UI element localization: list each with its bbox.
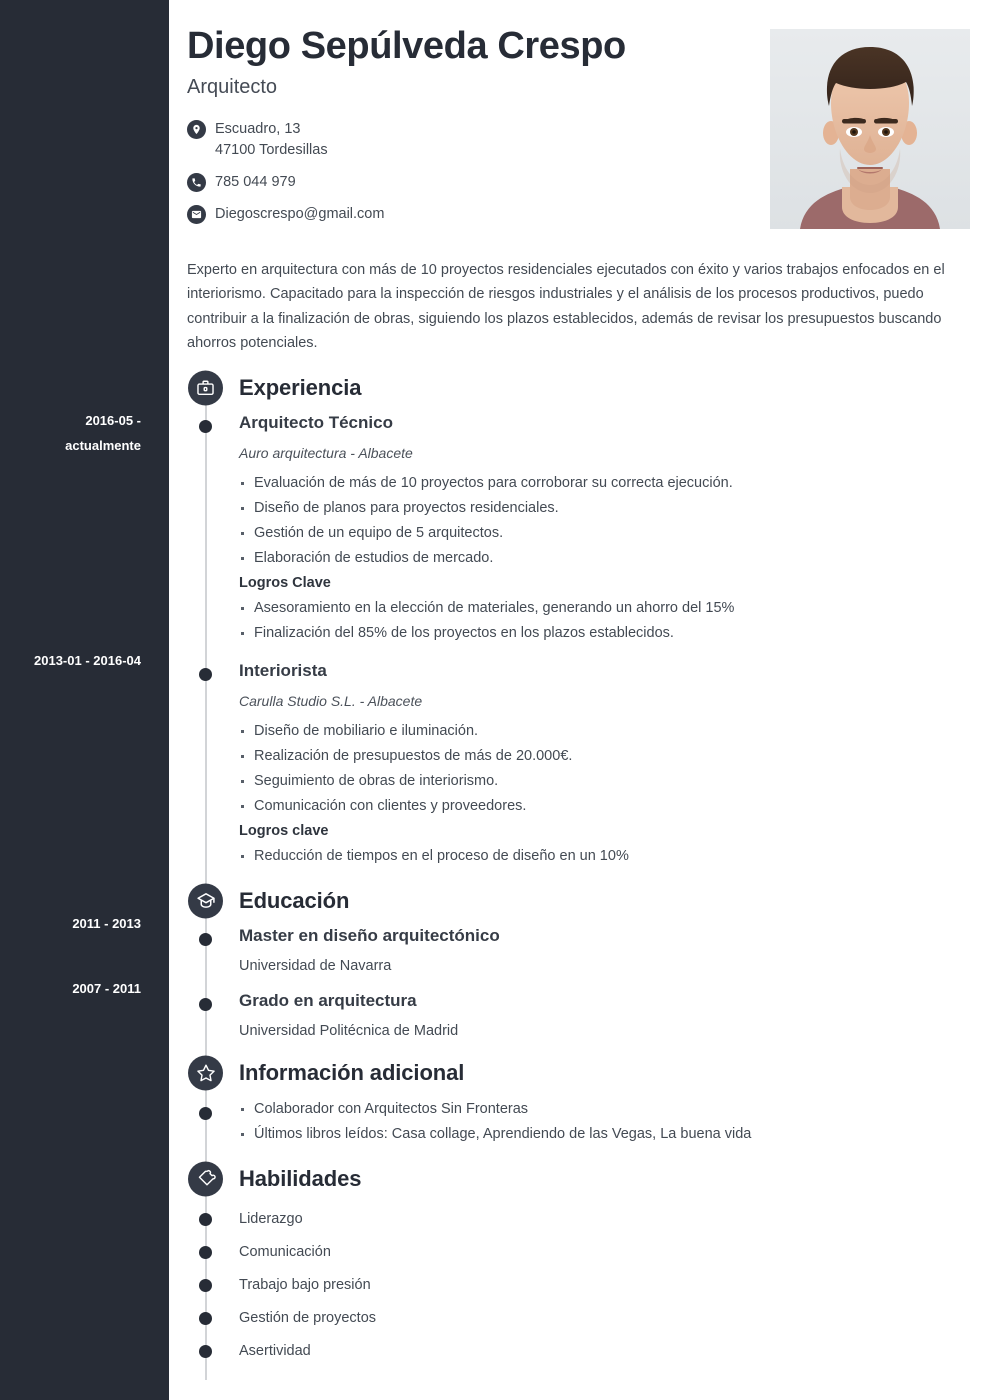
skill-label: Liderazgo [239,1211,303,1228]
contact-address [187,119,626,161]
section-title-experience: Experiencia [239,374,362,400]
achievements-label: Logros clave [239,822,329,839]
section-header-experience [187,370,970,406]
rail-date-experience-1 [0,648,155,673]
list-item: Últimos libros leídos: Casa collage, Aprendiendo de las Vegas, La buena vida [239,1122,970,1147]
education-institution: Universidad Politécnica de Madrid [239,1022,459,1039]
list-item: Realización de presupuestos de más de 20.000€. [239,744,970,769]
list-item: Evaluación de más de 10 proyectos para corroborar su correcta ejecución. [239,471,970,496]
list-item: Colaborador con Arquitectos Sin Fronteras [239,1097,970,1122]
contact-list [187,119,626,225]
list-item: Elaboración de estudios de mercado. [239,546,970,571]
list-item: Asesoramiento en la elección de materiales, generando un ahorro del 15% [239,596,970,621]
list-item: Diseño de mobiliario e iluminación. [239,719,970,744]
contact-phone [187,172,626,193]
contact-email [187,204,626,225]
experience-achievements [239,596,970,646]
skill-item [187,1236,970,1269]
section-header-education [187,883,970,919]
timeline-dot [199,1213,212,1226]
content-column [169,0,990,1400]
timeline-dot [199,1246,212,1259]
rail-date-experience-0 [0,408,155,458]
education-degree: Grado en arquitectura [239,990,417,1010]
timeline-dot [199,933,212,946]
experience-entry [187,412,970,646]
page-title: Diego Sepúlveda Crespo [187,25,626,67]
experience-responsibilities [239,719,970,819]
portrait-photo-illustration [770,29,970,229]
skill-item [187,1335,970,1368]
skill-label: Trabajo bajo presión [239,1277,371,1294]
education-entry [187,925,970,976]
rail-date-education-1 [0,976,155,1001]
section-header-skills [187,1161,970,1197]
experience-company: Carulla Studio S.L. - Albacete [239,692,423,709]
address-line-2: 47100 Tordesillas [215,141,328,158]
skill-label: Comunicación [239,1244,331,1261]
phone-icon [187,173,206,192]
experience-entry [187,660,970,869]
experience-job-title: Interiorista [239,660,327,680]
experience-company: Auro arquitectura - Albacete [239,444,413,461]
section-title-education: Educación [239,887,350,913]
timeline-dot [199,668,212,681]
rail-date-line1: 2007 - 2011 [72,981,141,996]
rail-date-line1: 2013-01 - 2016-04 [34,653,141,668]
graduation-cap-icon [188,883,223,918]
additional-info-block [187,1097,970,1147]
additional-info-list [239,1097,970,1147]
job-title: Arquitecto [187,75,278,98]
timeline-dot [199,998,212,1011]
experience-responsibilities [239,471,970,571]
education-entry [187,990,970,1041]
timeline-dot [199,1107,212,1120]
contact-phone-text: 785 044 979 [215,173,296,190]
cv-header [187,18,970,236]
education-degree: Master en diseño arquitectónico [239,925,500,945]
achievements-label: Logros Clave [239,574,331,591]
skill-item [187,1302,970,1335]
contact-email-text: Diegoscrespo@gmail.com [215,205,385,222]
rail-date-education-0 [0,911,155,936]
rail-date-line1: 2016-05 - [85,413,141,428]
section-header-additional-info [187,1055,970,1091]
section-title-additional-info: Información adicional [239,1059,465,1085]
contact-address-text [215,119,328,161]
timeline-dot [199,1279,212,1292]
rail-date-line2: actualmente [65,438,141,453]
list-item: Seguimiento de obras de interiorismo. [239,769,970,794]
envelope-icon [187,205,206,224]
puzzle-piece-icon [188,1161,223,1196]
briefcase-icon [188,370,223,405]
rail-date-line1: 2011 - 2013 [72,916,141,931]
list-item: Diseño de planos para proyectos residenciales. [239,496,970,521]
timeline-dot [199,1312,212,1325]
timeline-dot [199,1345,212,1358]
cv-timeline [187,370,970,1398]
experience-achievements [239,844,970,869]
avatar [770,29,970,229]
skill-label: Gestión de proyectos [239,1310,377,1327]
list-item: Finalización del 85% de los proyectos en los plazos establecidos. [239,621,970,646]
list-item: Gestión de un equipo de 5 arquitectos. [239,521,970,546]
star-icon [188,1055,223,1090]
professional-summary: Experto en arquitectura con más de 10 proyectos residenciales ejecutados con éxito y varios trabajos enfocados en el interiorismo. Capacitado para la inspección de riesgos industriales y el análisis de los procesos productivos, puedo contribuir a la finalización de obras, siguiendo los plazos establecidos, además de revisar los presupuestos buscando ahorros potenciales. [187,261,945,352]
skill-label: Asertividad [239,1343,311,1360]
skill-item [187,1203,970,1236]
education-institution: Universidad de Navarra [239,957,392,974]
location-pin-icon [187,120,206,139]
list-item: Comunicación con clientes y proveedores. [239,794,970,819]
timeline-dot [199,420,212,433]
experience-job-title: Arquitecto Técnico [239,412,393,432]
list-item: Reducción de tiempos en el proceso de diseño en un 10% [239,844,970,869]
skill-item [187,1269,970,1302]
address-line-1: Escuadro, 13 [215,120,301,137]
header-text-block [187,18,626,236]
left-rail [0,0,169,1400]
section-title-skills: Habilidades [239,1165,362,1191]
